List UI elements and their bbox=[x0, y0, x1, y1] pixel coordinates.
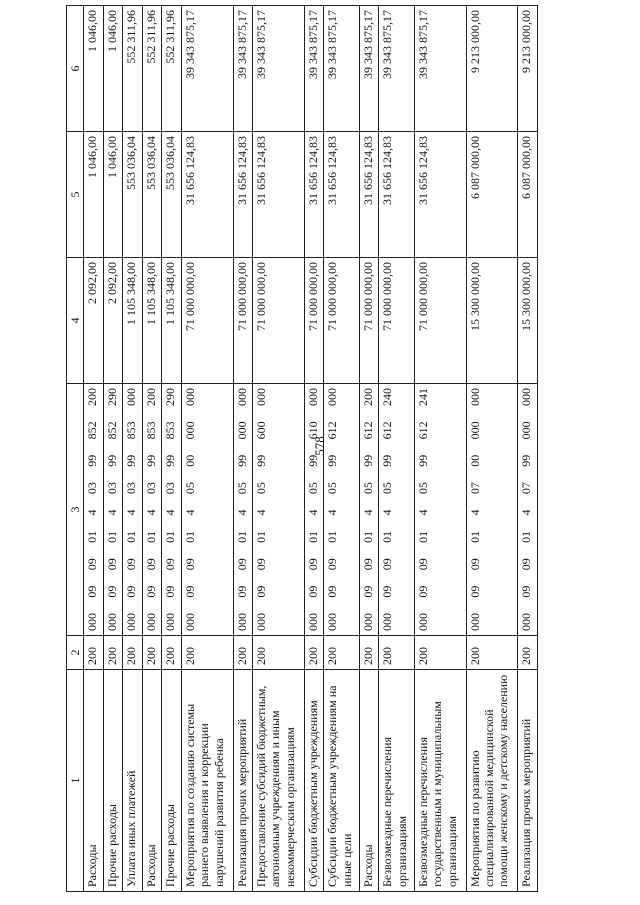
code-segment: 07 bbox=[467, 482, 482, 495]
amount-col4-cell: 15 300 000,00 bbox=[518, 258, 538, 384]
code-segment: 05 bbox=[360, 482, 375, 495]
code-segment: 09 bbox=[182, 558, 197, 571]
header-cell: 1 bbox=[67, 670, 84, 892]
code-segment: 000 bbox=[234, 613, 249, 631]
table-row bbox=[324, 6, 360, 892]
code-segment: 99 bbox=[360, 454, 375, 467]
code-segment: 03 bbox=[163, 482, 178, 495]
code-segment: 4 bbox=[467, 509, 482, 516]
code-segment: 09 bbox=[467, 585, 482, 598]
code-segment: 09 bbox=[380, 585, 395, 598]
amount-col5-cell: 31 656 124,83 bbox=[253, 132, 305, 258]
item-name-cell: Прочие расходы bbox=[103, 670, 122, 892]
code-segment: 853 bbox=[124, 421, 139, 440]
code-segment: 01 bbox=[104, 530, 119, 543]
code-segment: 000 bbox=[519, 388, 534, 406]
code-segment: 09 bbox=[519, 585, 534, 598]
code-segment: 200 bbox=[85, 388, 100, 406]
code-segment: 00 bbox=[182, 454, 197, 467]
code-segment: 09 bbox=[104, 585, 119, 598]
header-cell: 4 bbox=[67, 258, 84, 384]
code-segment: 4 bbox=[124, 509, 139, 516]
amount-col6-cell: 552 311,96 bbox=[162, 6, 181, 132]
code-segment: 09 bbox=[85, 585, 100, 598]
code-segment: 000 bbox=[182, 613, 197, 631]
ministry-code-cell: 200 bbox=[123, 636, 142, 670]
code-segment: 000 bbox=[182, 421, 197, 440]
code-segment: 05 bbox=[254, 482, 269, 495]
code-segment: 07 bbox=[519, 482, 534, 495]
code-segment: 610 bbox=[305, 421, 320, 440]
code-segment: 01 bbox=[163, 530, 178, 543]
code-segment: 852 bbox=[85, 421, 100, 440]
table-row bbox=[253, 6, 305, 892]
amount-col6-cell: 552 311,96 bbox=[142, 6, 161, 132]
ministry-code-cell: 200 bbox=[324, 636, 360, 670]
code-segment: 09 bbox=[415, 558, 430, 571]
classification-code-cell bbox=[466, 384, 518, 636]
code-segment: 000 bbox=[163, 613, 178, 631]
code-segment: 99 bbox=[163, 454, 178, 467]
code-segment: 852 bbox=[104, 421, 119, 440]
ministry-code-cell: 200 bbox=[253, 636, 305, 670]
code-segment: 853 bbox=[163, 421, 178, 440]
code-segment: 09 bbox=[182, 585, 197, 598]
header-cell: 5 bbox=[67, 132, 84, 258]
ministry-code-cell: 200 bbox=[103, 636, 122, 670]
code-segment: 000 bbox=[85, 613, 100, 631]
amount-col4-cell: 1 105 348,00 bbox=[162, 258, 181, 384]
code-segment: 000 bbox=[234, 388, 249, 406]
ministry-code-cell: 200 bbox=[162, 636, 181, 670]
header-row bbox=[67, 6, 84, 892]
code-segment: 4 bbox=[182, 509, 197, 516]
item-name-cell: Уплата иных платежей bbox=[123, 670, 142, 892]
code-segment: 09 bbox=[519, 558, 534, 571]
code-segment: 612 bbox=[380, 421, 395, 440]
code-segment: 000 bbox=[254, 613, 269, 631]
code-segment: 99 bbox=[380, 454, 395, 467]
code-segment: 09 bbox=[380, 558, 395, 571]
code-segment: 09 bbox=[305, 585, 320, 598]
code-segment: 612 bbox=[325, 421, 340, 440]
code-segment: 4 bbox=[104, 509, 119, 516]
classification-code-cell bbox=[103, 384, 122, 636]
amount-col4-cell: 71 000 000,00 bbox=[233, 258, 252, 384]
code-segment: 000 bbox=[467, 388, 482, 406]
amount-col5-cell: 31 656 124,83 bbox=[324, 132, 360, 258]
classification-code-cell bbox=[233, 384, 252, 636]
code-segment: 200 bbox=[143, 388, 158, 406]
amount-col4-cell: 1 105 348,00 bbox=[142, 258, 161, 384]
table-row bbox=[518, 6, 538, 892]
amount-col5-cell: 553 036,04 bbox=[123, 132, 142, 258]
code-segment: 09 bbox=[143, 585, 158, 598]
code-segment: 01 bbox=[143, 530, 158, 543]
amount-col6-cell: 39 343 875,17 bbox=[181, 6, 233, 132]
amount-col6-cell: 1 046,00 bbox=[103, 6, 122, 132]
item-name-cell: Расходы bbox=[84, 670, 103, 892]
amount-col5-cell: 553 036,04 bbox=[162, 132, 181, 258]
code-segment: 09 bbox=[163, 558, 178, 571]
code-segment: 853 bbox=[143, 421, 158, 440]
code-segment: 99 bbox=[85, 454, 100, 467]
code-segment: 09 bbox=[254, 558, 269, 571]
classification-code-cell bbox=[142, 384, 161, 636]
code-segment: 000 bbox=[467, 421, 482, 440]
amount-col5-cell: 1 046,00 bbox=[103, 132, 122, 258]
code-segment: 000 bbox=[104, 613, 119, 631]
ministry-code-cell: 200 bbox=[233, 636, 252, 670]
code-segment: 4 bbox=[163, 509, 178, 516]
item-name-cell: Реализация прочих мероприятий bbox=[233, 670, 252, 892]
code-segment: 000 bbox=[519, 421, 534, 440]
code-segment: 000 bbox=[325, 613, 340, 631]
item-name-cell: Безвозмездные перечисления государственным и муниципальным организациям bbox=[414, 670, 466, 892]
rotated-table-container bbox=[66, 6, 538, 892]
amount-col5-cell: 1 046,00 bbox=[84, 132, 103, 258]
amount-col4-cell: 15 300 000,00 bbox=[466, 258, 518, 384]
amount-col6-cell: 39 343 875,17 bbox=[304, 6, 323, 132]
ministry-code-cell: 200 bbox=[466, 636, 518, 670]
code-segment: 01 bbox=[415, 530, 430, 543]
amount-col4-cell: 1 105 348,00 bbox=[123, 258, 142, 384]
item-name-cell: Субсидии бюджетным учреждениям на иные цели bbox=[324, 670, 360, 892]
code-segment: 05 bbox=[234, 482, 249, 495]
code-segment: 09 bbox=[360, 558, 375, 571]
table-row bbox=[84, 6, 103, 892]
ministry-code-cell: 200 bbox=[181, 636, 233, 670]
amount-col5-cell: 31 656 124,83 bbox=[181, 132, 233, 258]
code-segment: 05 bbox=[380, 482, 395, 495]
classification-code-cell bbox=[379, 384, 415, 636]
table-row bbox=[181, 6, 233, 892]
amount-col5-cell: 31 656 124,83 bbox=[233, 132, 252, 258]
page-number: 578 bbox=[312, 436, 327, 456]
code-segment: 01 bbox=[325, 530, 340, 543]
code-segment: 99 bbox=[143, 454, 158, 467]
code-segment: 612 bbox=[415, 421, 430, 440]
amount-col6-cell: 39 343 875,17 bbox=[359, 6, 378, 132]
code-segment: 4 bbox=[234, 509, 249, 516]
item-name-cell: Реализация прочих мероприятий bbox=[518, 670, 538, 892]
item-name-cell: Предоставление субсидий бюджетным, автономным учреждениям и иным некоммерческим организациям bbox=[253, 670, 305, 892]
table-row bbox=[359, 6, 378, 892]
code-segment: 01 bbox=[124, 530, 139, 543]
code-segment: 000 bbox=[254, 388, 269, 406]
code-segment: 240 bbox=[380, 388, 395, 406]
amount-col6-cell: 39 343 875,17 bbox=[233, 6, 252, 132]
code-segment: 99 bbox=[104, 454, 119, 467]
code-segment: 09 bbox=[124, 585, 139, 598]
code-segment: 99 bbox=[124, 454, 139, 467]
amount-col5-cell: 6 087 000,00 bbox=[466, 132, 518, 258]
table-row bbox=[162, 6, 181, 892]
code-segment: 000 bbox=[380, 613, 395, 631]
item-name-cell: Расходы bbox=[359, 670, 378, 892]
classification-code-cell bbox=[123, 384, 142, 636]
item-name-cell: Прочие расходы bbox=[162, 670, 181, 892]
amount-col4-cell: 71 000 000,00 bbox=[379, 258, 415, 384]
code-segment: 01 bbox=[85, 530, 100, 543]
amount-col5-cell: 31 656 124,83 bbox=[359, 132, 378, 258]
classification-code-cell bbox=[414, 384, 466, 636]
code-segment: 000 bbox=[415, 613, 430, 631]
table-row bbox=[142, 6, 161, 892]
code-segment: 600 bbox=[254, 421, 269, 440]
amount-col4-cell: 71 000 000,00 bbox=[414, 258, 466, 384]
code-segment: 09 bbox=[234, 585, 249, 598]
ministry-code-cell: 200 bbox=[414, 636, 466, 670]
code-segment: 09 bbox=[254, 585, 269, 598]
code-segment: 000 bbox=[467, 613, 482, 631]
code-segment: 09 bbox=[85, 558, 100, 571]
classification-code-cell bbox=[324, 384, 360, 636]
code-segment: 00 bbox=[467, 454, 482, 467]
code-segment: 09 bbox=[360, 585, 375, 598]
amount-col5-cell: 6 087 000,00 bbox=[518, 132, 538, 258]
code-segment: 05 bbox=[182, 482, 197, 495]
code-segment: 4 bbox=[305, 509, 320, 516]
amount-col6-cell: 552 311,96 bbox=[123, 6, 142, 132]
code-segment: 000 bbox=[124, 613, 139, 631]
budget-table bbox=[66, 5, 538, 892]
code-segment: 03 bbox=[143, 482, 158, 495]
item-name-cell: Мероприятия по развитию специализированной медицинской помощи женскому и детскому населению bbox=[466, 670, 518, 892]
table-row bbox=[379, 6, 415, 892]
code-segment: 09 bbox=[143, 558, 158, 571]
code-segment: 05 bbox=[325, 482, 340, 495]
amount-col5-cell: 31 656 124,83 bbox=[304, 132, 323, 258]
code-segment: 000 bbox=[143, 613, 158, 631]
code-segment: 09 bbox=[325, 558, 340, 571]
code-segment: 99 bbox=[519, 454, 534, 467]
classification-code-cell bbox=[181, 384, 233, 636]
ministry-code-cell: 200 bbox=[518, 636, 538, 670]
code-segment: 000 bbox=[360, 613, 375, 631]
ministry-code-cell: 200 bbox=[142, 636, 161, 670]
code-segment: 000 bbox=[305, 613, 320, 631]
code-segment: 09 bbox=[415, 585, 430, 598]
amount-col6-cell: 9 213 000,00 bbox=[466, 6, 518, 132]
code-segment: 290 bbox=[163, 388, 178, 406]
classification-code-cell bbox=[253, 384, 305, 636]
header-cell: 2 bbox=[67, 636, 84, 670]
table-row bbox=[414, 6, 466, 892]
code-segment: 4 bbox=[360, 509, 375, 516]
code-segment: 09 bbox=[163, 585, 178, 598]
code-segment: 03 bbox=[104, 482, 119, 495]
code-segment: 4 bbox=[325, 509, 340, 516]
amount-col4-cell: 71 000 000,00 bbox=[359, 258, 378, 384]
amount-col5-cell: 31 656 124,83 bbox=[379, 132, 415, 258]
classification-code-cell bbox=[304, 384, 323, 636]
classification-code-cell bbox=[518, 384, 538, 636]
code-segment: 4 bbox=[254, 509, 269, 516]
amount-col4-cell: 71 000 000,00 bbox=[253, 258, 305, 384]
code-segment: 09 bbox=[104, 558, 119, 571]
amount-col6-cell: 39 343 875,17 bbox=[414, 6, 466, 132]
code-segment: 01 bbox=[360, 530, 375, 543]
code-segment: 09 bbox=[305, 558, 320, 571]
code-segment: 05 bbox=[415, 482, 430, 495]
amount-col6-cell: 39 343 875,17 bbox=[379, 6, 415, 132]
code-segment: 4 bbox=[415, 509, 430, 516]
amount-col4-cell: 71 000 000,00 bbox=[181, 258, 233, 384]
code-segment: 99 bbox=[415, 454, 430, 467]
amount-col4-cell: 2 092,00 bbox=[84, 258, 103, 384]
code-segment: 01 bbox=[234, 530, 249, 543]
code-segment: 01 bbox=[254, 530, 269, 543]
code-segment: 99 bbox=[325, 454, 340, 467]
code-segment: 000 bbox=[182, 388, 197, 406]
code-segment: 000 bbox=[325, 388, 340, 406]
code-segment: 4 bbox=[380, 509, 395, 516]
code-segment: 000 bbox=[234, 421, 249, 440]
amount-col6-cell: 39 343 875,17 bbox=[253, 6, 305, 132]
code-segment: 290 bbox=[104, 388, 119, 406]
header-cell: 3 bbox=[67, 384, 84, 636]
code-segment: 612 bbox=[360, 421, 375, 440]
table-row bbox=[123, 6, 142, 892]
table-row bbox=[466, 6, 518, 892]
table-body bbox=[84, 6, 538, 892]
code-segment: 000 bbox=[124, 388, 139, 406]
code-segment: 01 bbox=[305, 530, 320, 543]
ministry-code-cell: 200 bbox=[379, 636, 415, 670]
table-row bbox=[304, 6, 323, 892]
item-name-cell: Безвозмездные перечисления организациям bbox=[379, 670, 415, 892]
code-segment: 4 bbox=[143, 509, 158, 516]
item-name-cell: Мероприятия по созданию системы раннего выявления и коррекции нарушений развития ребенка bbox=[181, 670, 233, 892]
ministry-code-cell: 200 bbox=[359, 636, 378, 670]
table-row bbox=[103, 6, 122, 892]
code-segment: 4 bbox=[85, 509, 100, 516]
amount-col5-cell: 31 656 124,83 bbox=[414, 132, 466, 258]
item-name-cell: Расходы bbox=[142, 670, 161, 892]
code-segment: 01 bbox=[380, 530, 395, 543]
code-segment: 09 bbox=[325, 585, 340, 598]
amount-col6-cell: 39 343 875,17 bbox=[324, 6, 360, 132]
code-segment: 09 bbox=[234, 558, 249, 571]
code-segment: 01 bbox=[519, 530, 534, 543]
code-segment: 09 bbox=[124, 558, 139, 571]
code-segment: 241 bbox=[415, 388, 430, 406]
code-segment: 05 bbox=[305, 482, 320, 495]
amount-col4-cell: 71 000 000,00 bbox=[324, 258, 360, 384]
code-segment: 000 bbox=[519, 613, 534, 631]
item-name-cell: Субсидии бюджетным учреждениям bbox=[304, 670, 323, 892]
code-segment: 03 bbox=[124, 482, 139, 495]
code-segment: 01 bbox=[467, 530, 482, 543]
code-segment: 99 bbox=[254, 454, 269, 467]
classification-code-cell bbox=[84, 384, 103, 636]
header-cell: 6 bbox=[67, 6, 84, 132]
code-segment: 200 bbox=[360, 388, 375, 406]
amount-col6-cell: 1 046,00 bbox=[84, 6, 103, 132]
code-segment: 99 bbox=[305, 454, 320, 467]
amount-col4-cell: 71 000 000,00 bbox=[304, 258, 323, 384]
table-row bbox=[233, 6, 252, 892]
amount-col6-cell: 9 213 000,00 bbox=[518, 6, 538, 132]
amount-col5-cell: 553 036,04 bbox=[142, 132, 161, 258]
classification-code-cell bbox=[162, 384, 181, 636]
ministry-code-cell: 200 bbox=[304, 636, 323, 670]
amount-col4-cell: 2 092,00 bbox=[103, 258, 122, 384]
code-segment: 4 bbox=[519, 509, 534, 516]
code-segment: 09 bbox=[467, 558, 482, 571]
code-segment: 99 bbox=[234, 454, 249, 467]
code-segment: 000 bbox=[305, 388, 320, 406]
ministry-code-cell: 200 bbox=[84, 636, 103, 670]
classification-code-cell bbox=[359, 384, 378, 636]
code-segment: 03 bbox=[85, 482, 100, 495]
code-segment: 01 bbox=[182, 530, 197, 543]
